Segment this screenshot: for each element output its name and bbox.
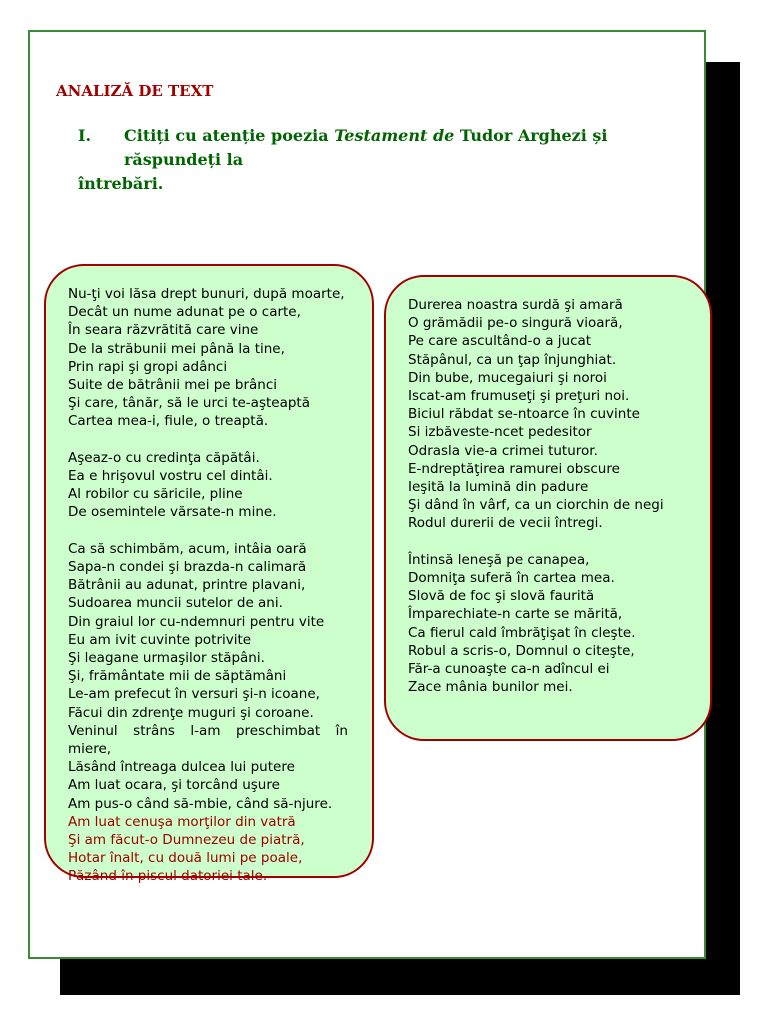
poem-line: Eu am ivit cuvinte potrivite	[68, 631, 252, 648]
instruction-by: de	[432, 126, 455, 145]
poem-line: Întinsă leneşă pe canapea,	[408, 551, 590, 568]
stanza-break	[408, 533, 692, 551]
poem-line: Domniţa suferă în cartea mea.	[408, 570, 615, 587]
poem-line: O grămădii pe-o singură vioară,	[408, 315, 623, 332]
poem-line: În seara răzvrătită care vine	[68, 322, 259, 339]
section-title: ANALIZĂ DE TEXT	[56, 82, 214, 100]
poem-line: Hotar înalt, cu două lumi pe poale,	[68, 850, 303, 867]
instruction-number: I.	[78, 126, 92, 145]
poem-line: Şi care, tânăr, să le urci te-aşteaptă	[68, 395, 310, 412]
poem-line: Ieşită la lumină din padure	[408, 479, 589, 496]
poem-line: Făr-a cunoaşte ca-n adîncul ei	[408, 661, 610, 678]
poem-line: Slovă de foc şi slovă faurită	[408, 588, 595, 605]
poem-line: Ca fierul cald îmbrăţişat în cleşte.	[408, 624, 636, 641]
poem-line: Sapa-n condei şi brazda-n calimară	[68, 559, 307, 576]
poem-line: Robul a scris-o, Domnul o citeşte,	[408, 642, 635, 659]
poem-line: Împarechiate-n carte se mărită,	[408, 606, 623, 623]
poem-line: Ca să schimbăm, acum, intâia oară	[68, 540, 307, 557]
poem-line: Bătrânii au adunat, printre plavani,	[68, 577, 306, 594]
poem-line: Păzând în piscul datoriei tale.	[68, 868, 268, 885]
poem-line: Aşeaz-o cu credinţa căpătâi.	[68, 449, 260, 466]
poem-line: Am luat cenuşa morţilor din vatră	[68, 813, 296, 830]
poem-line: E-ndreptăţirea ramurei obscure	[408, 460, 620, 477]
poem-line: Prin rapi şi gropi adânci	[68, 358, 228, 375]
poem-line: Lăsând întreaga dulcea lui putere	[68, 759, 295, 776]
poem-line: Decât un nume adunat pe o carte,	[68, 304, 301, 321]
poem-line: Sudoarea muncii sutelor de ani.	[68, 595, 283, 612]
poem-line: Odrasla vie-a crimei tuturor.	[408, 442, 598, 459]
poem-line: Suite de bătrânii mei pe brânci	[68, 377, 278, 394]
poem-line: Şi, frământate mii de săptămâni	[68, 668, 287, 685]
instruction	[78, 124, 638, 196]
instruction-line-2: răspundeți la	[124, 150, 244, 169]
poem-line: Ea e hrişovul vostru cel dintâi.	[68, 468, 273, 485]
poem-line: Cartea mea-i, fiule, o treaptă.	[68, 413, 269, 430]
poem-line: Veninul strâns l-am preschimbat în miere,	[68, 722, 348, 758]
poem-line: Le-am prefecut în versuri şi-n icoane,	[68, 686, 320, 703]
poem-line: Si izbăveste-ncet pedesitor	[408, 424, 592, 441]
instruction-text-part1: Citiți cu atenție poezia	[124, 126, 329, 145]
poem-line: Şi dând în vârf, ca un ciorchin de negi	[408, 497, 664, 514]
instruction-line-3: întrebări.	[78, 174, 164, 193]
stanza-break	[68, 431, 348, 449]
poem-line: Biciul răbdat se-ntoarce în cuvinte	[408, 406, 640, 423]
poem-line: De la străbunii mei până la tine,	[68, 340, 285, 357]
poem-line: Şi am făcut-o Dumnezeu de piatră,	[68, 832, 305, 849]
poem-line: Iscat-am frumuseţi şi preţuri noi.	[408, 388, 630, 405]
poem-column-left	[68, 285, 348, 886]
poem-line: Nu-ţi voi lăsa drept bunuri, după moarte,	[68, 286, 345, 302]
instruction-text-part2: Tudor Arghezi și	[459, 126, 608, 145]
poem-line: Pe care ascultând-o a jucat	[408, 333, 592, 350]
stanza-break	[68, 522, 348, 540]
poem-line: Şi leagane urmaşilor stăpâni.	[68, 650, 265, 667]
poem-line: Din graiul lor cu-ndemnuri pentru vite	[68, 613, 325, 630]
poem-line: Durerea noastra surdă şi amară	[408, 297, 623, 313]
poem-column-right	[408, 296, 692, 696]
poem-line: Făcui din zdrenţe muguri şi coroane.	[68, 704, 314, 721]
poem-line: Al robilor cu săricile, pline	[68, 486, 243, 503]
poem-line: Zace mânia bunilor mei.	[408, 679, 573, 696]
poem-title: Testament	[334, 126, 428, 145]
poem-line: Din bube, mucegaiuri şi noroi	[408, 369, 607, 386]
poem-line: Am pus-o când să-mbie, când să-njure.	[68, 795, 333, 812]
poem-line: De osemintele vărsate-n mine.	[68, 504, 277, 521]
instruction-line-1	[78, 124, 638, 148]
poem-line: Stăpânul, ca un ţap înjunghiat.	[408, 351, 617, 368]
poem-line: Rodul durerii de vecii întregi.	[408, 515, 603, 532]
poem-line: Am luat ocara, şi torcând uşure	[68, 777, 280, 794]
